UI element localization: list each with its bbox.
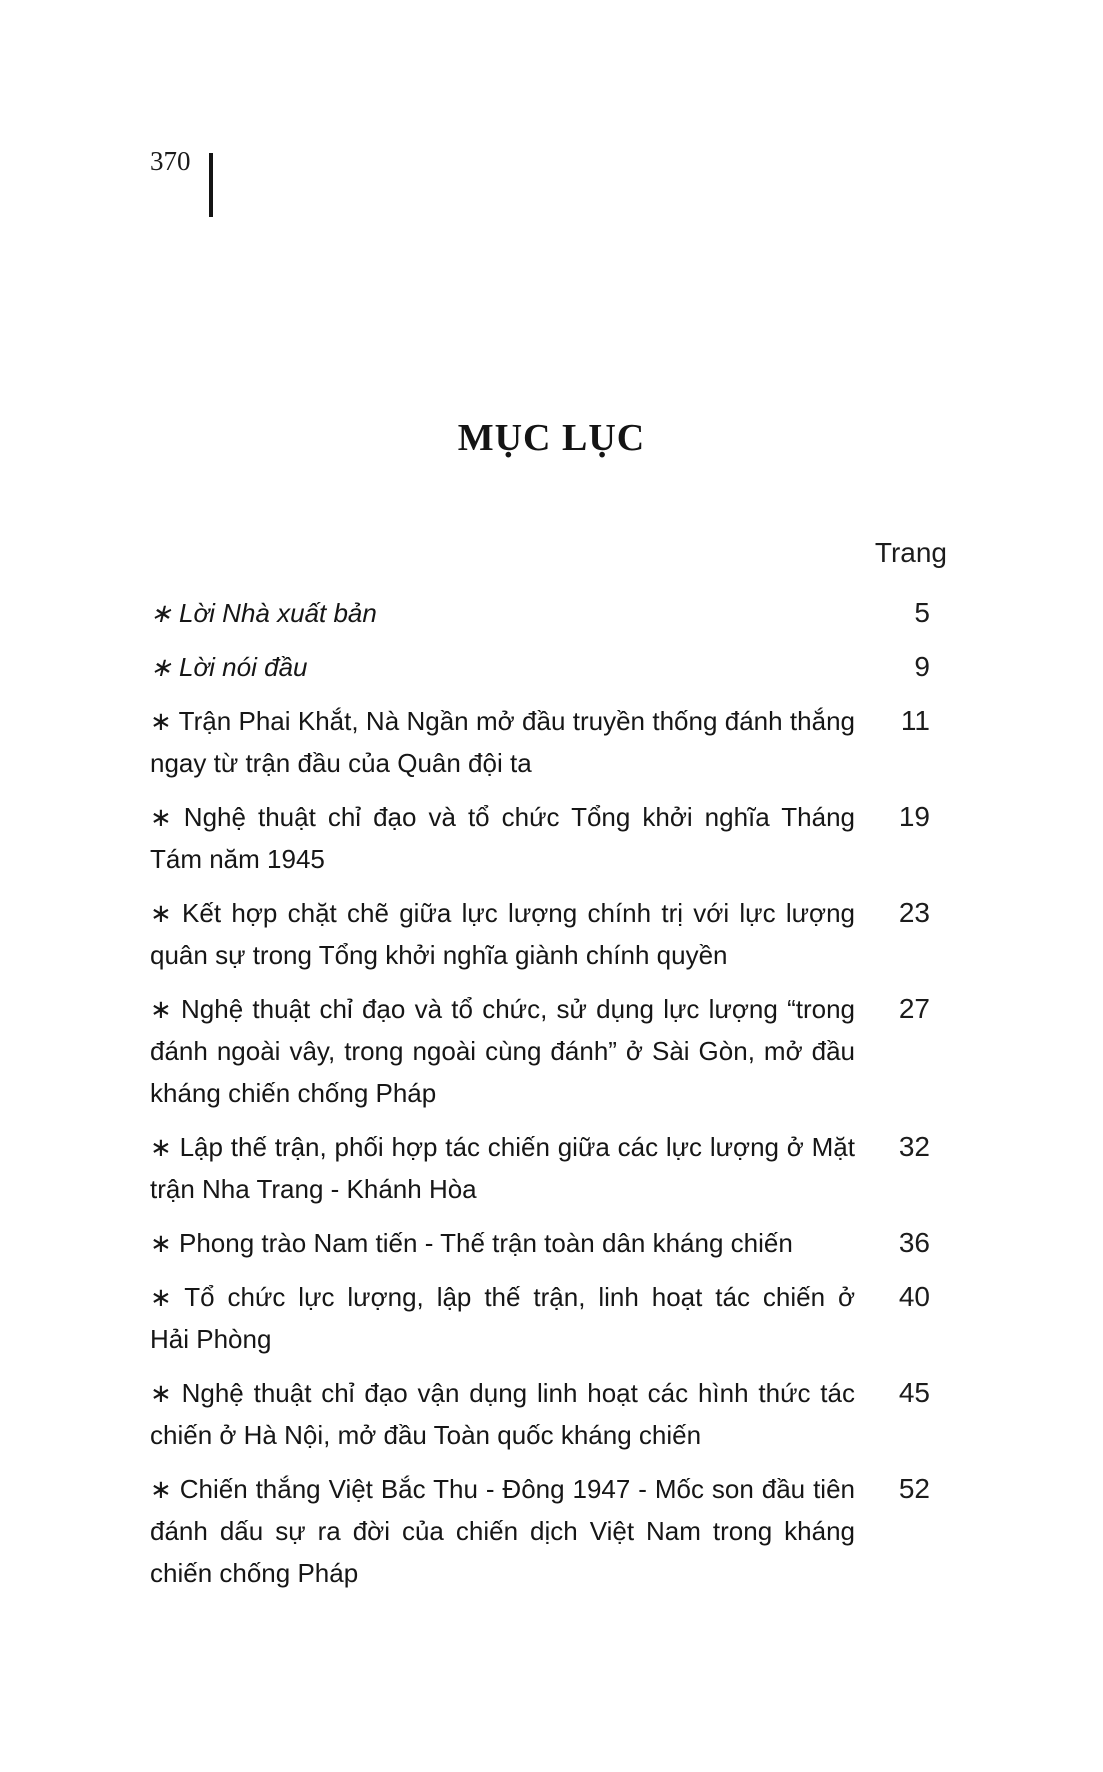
toc-entry — [150, 796, 930, 880]
toc-entry — [150, 700, 930, 784]
toc-entry-text — [150, 988, 855, 1114]
toc-entry-line: chiến chống Pháp — [150, 1558, 359, 1588]
toc-entry-line: ∗ Trận Phai Khắt, Nà Ngần mở đầu truyền thống đánh thắng — [150, 706, 855, 736]
toc-entry — [150, 892, 930, 976]
toc-entry-text — [150, 796, 855, 880]
table-of-contents — [150, 592, 930, 1606]
toc-entry-line: ∗ Nghệ thuật chỉ đạo và tổ chức Tổng khởi nghĩa Tháng — [150, 802, 855, 832]
toc-entry — [150, 1222, 930, 1264]
toc-entry-page: 23 — [898, 897, 930, 928]
toc-entry — [150, 646, 930, 688]
toc-entry-line: ∗ Tổ chức lực lượng, lập thế trận, linh hoạt tác chiến ở — [150, 1282, 855, 1312]
toc-entry-line: quân sự trong Tổng khởi nghĩa giành chính quyền — [150, 940, 728, 970]
toc-entry-text — [150, 700, 855, 784]
toc-entry-page: 40 — [898, 1281, 930, 1312]
toc-entry-line: trận Nha Trang - Khánh Hòa — [150, 1174, 477, 1204]
toc-entry-text — [150, 1372, 855, 1456]
toc-entry-page: 52 — [898, 1473, 930, 1504]
toc-entry-text — [150, 1468, 855, 1594]
toc-entry-line: ∗ Chiến thắng Việt Bắc Thu - Đông 1947 - Mốc son đầu tiên — [150, 1474, 855, 1504]
toc-entry-text — [150, 1222, 855, 1264]
toc-entry — [150, 1276, 930, 1360]
toc-entry-line: ∗ Nghệ thuật chỉ đạo và tổ chức, sử dụng lực lượng “trong — [150, 994, 855, 1024]
toc-entry-line: chiến ở Hà Nội, mở đầu Toàn quốc kháng chiến — [150, 1420, 702, 1450]
toc-entry-page: 9 — [914, 651, 930, 682]
toc-entry-text — [150, 646, 855, 688]
toc-entry — [150, 1372, 930, 1456]
toc-entry-text — [150, 892, 855, 976]
page-number: 370 — [150, 146, 191, 176]
toc-entry — [150, 1126, 930, 1210]
toc-entry-line: ∗ Lời nói đầu — [150, 652, 308, 682]
toc-entry-line: ∗ Lập thế trận, phối hợp tác chiến giữa các lực lượng ở Mặt — [150, 1132, 855, 1162]
toc-entry-line: đánh ngoài vây, trong ngoài cùng đánh” ở Sài Gòn, mở đầu — [150, 1036, 855, 1066]
toc-entry-line: ∗ Phong trào Nam tiến - Thế trận toàn dân kháng chiến — [150, 1228, 793, 1258]
toc-entry-line: ngay từ trận đầu của Quân đội ta — [150, 748, 532, 778]
toc-entry-line: Tám năm 1945 — [150, 844, 325, 874]
toc-entry-text — [150, 1276, 855, 1360]
toc-entry-line: ∗ Kết hợp chặt chẽ giữa lực lượng chính trị với lực lượng — [150, 898, 855, 928]
toc-entry-page: 36 — [898, 1227, 930, 1258]
toc-entry-line: đánh dấu sự ra đời của chiến dịch Việt Nam trong kháng — [150, 1516, 855, 1546]
toc-entry-page: 11 — [900, 705, 930, 736]
toc-entry-page: 19 — [898, 801, 930, 832]
toc-entry-line: ∗ Nghệ thuật chỉ đạo vận dụng linh hoạt các hình thức tác — [150, 1378, 855, 1408]
toc-entry-text — [150, 592, 855, 634]
toc-entry-page: 5 — [914, 597, 930, 628]
page-number-divider — [209, 153, 213, 217]
toc-entry-line: kháng chiến chống Pháp — [150, 1078, 437, 1108]
toc-entry — [150, 592, 930, 634]
toc-entry — [150, 988, 930, 1114]
toc-entry-page: 27 — [898, 993, 930, 1024]
page-title: MỤC LỤC — [457, 417, 646, 459]
toc-entry — [150, 1468, 930, 1594]
toc-entry-page: 32 — [898, 1131, 930, 1162]
toc-entry-page: 45 — [898, 1377, 930, 1408]
toc-entry-line: Hải Phòng — [150, 1324, 272, 1354]
toc-entry-line: ∗ Lời Nhà xuất bản — [150, 598, 377, 628]
toc-page-column-header: Trang — [874, 537, 947, 568]
toc-entry-text — [150, 1126, 855, 1210]
